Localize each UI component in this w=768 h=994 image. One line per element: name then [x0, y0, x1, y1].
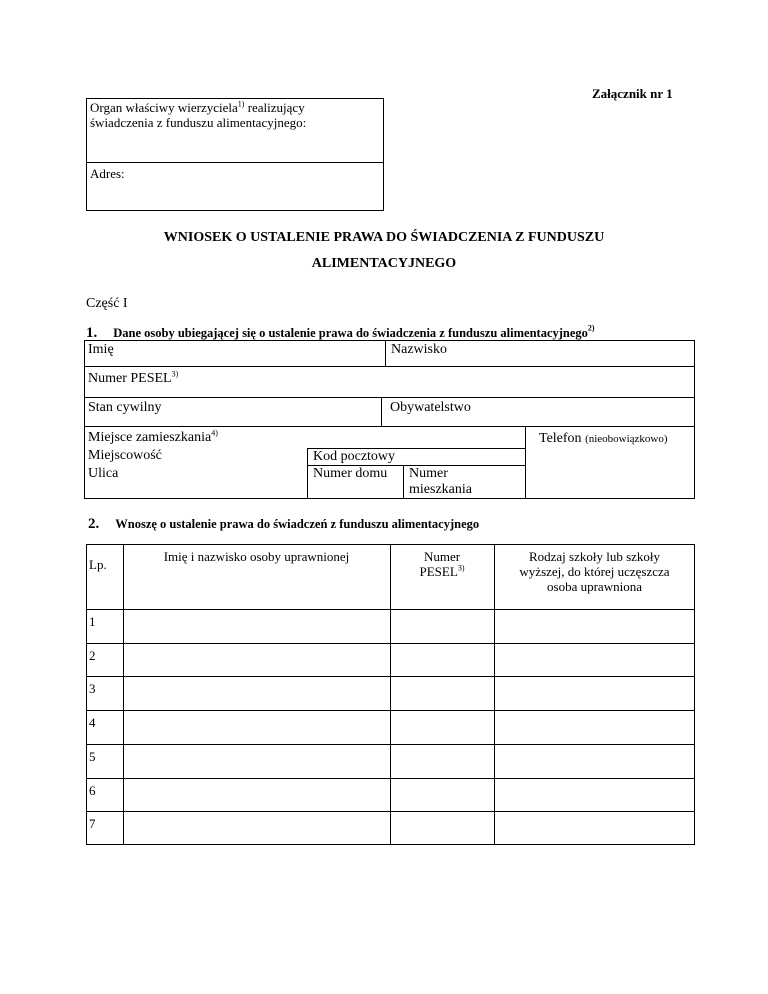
obywatelstwo-label: Obywatelstwo: [390, 400, 471, 415]
imie-label: Imię: [88, 342, 114, 357]
telefon-label: Telefon (nieobowiązkowo): [539, 431, 668, 446]
col-divider: [385, 340, 386, 367]
row-number: 1: [89, 614, 96, 629]
pesel-cell[interactable]: [391, 779, 494, 811]
pesel-cell[interactable]: [391, 745, 494, 777]
applicant-table: [84, 340, 695, 499]
miejsce-zamieszkania-label: Miejsce zamieszkania$^{4)}$: [88, 428, 218, 445]
address-label: Adres:: [90, 166, 125, 181]
annex-label: Załącznik nr 1: [592, 86, 673, 101]
col-name-header: Imię i nazwisko osoby uprawnionej: [163, 549, 350, 564]
pesel-cell[interactable]: [391, 812, 494, 844]
school-cell[interactable]: [495, 745, 694, 777]
stan-cywilny-label: Stan cywilny: [88, 400, 162, 415]
row-divider: [84, 426, 695, 427]
name-cell[interactable]: [124, 812, 390, 844]
name-cell[interactable]: [124, 610, 390, 642]
school-cell[interactable]: [495, 711, 694, 743]
row-number: 7: [89, 816, 96, 831]
school-cell[interactable]: [495, 677, 694, 709]
col-school-header: Rodzaj szkoły lub szkoły wyższej, do której uczęszcza osoba uprawniona: [519, 549, 670, 594]
row-number: 3: [89, 681, 96, 696]
part-label: Część I: [86, 296, 128, 311]
name-cell[interactable]: [124, 677, 390, 709]
school-cell[interactable]: [495, 812, 694, 844]
miejscowosc-label: Miejscowość: [88, 448, 162, 463]
row-number: 4: [89, 715, 96, 730]
kod-pocztowy-label: Kod pocztowy: [313, 449, 396, 464]
name-cell[interactable]: [124, 779, 390, 811]
pesel-cell[interactable]: [391, 677, 494, 709]
pesel-cell[interactable]: [391, 644, 494, 676]
name-cell[interactable]: [124, 644, 390, 676]
section2-heading: 2. Wnoszę o ustalenie prawa do świadczeń z funduszu alimentacyjnego: [88, 516, 480, 532]
school-cell[interactable]: [495, 644, 694, 676]
col-divider: [381, 397, 382, 427]
name-cell[interactable]: [124, 745, 390, 777]
pesel-cell[interactable]: [391, 610, 494, 642]
numer-domu-label: Numer domu: [313, 466, 388, 481]
col-lp-header: Lp.: [89, 557, 107, 572]
address-field[interactable]: [90, 182, 380, 208]
numer-mieszkania-label: Numer mieszkania: [409, 466, 472, 497]
school-cell[interactable]: [495, 779, 694, 811]
school-cell[interactable]: [495, 610, 694, 642]
nazwisko-label: Nazwisko: [391, 342, 447, 357]
organ-box-divider: [86, 162, 384, 163]
col-divider: [307, 448, 308, 499]
pesel-label: Numer PESEL$^{3)}$: [88, 369, 179, 386]
col-divider: [525, 426, 526, 499]
form-title-line2: ALIMENTACYJNEGO: [311, 256, 457, 271]
name-cell[interactable]: [124, 711, 390, 743]
row-number: 6: [89, 783, 96, 798]
row-divider: [84, 397, 695, 398]
col-pesel-header: Numer PESEL$^{3)}$: [419, 549, 465, 579]
ulica-label: Ulica: [88, 466, 119, 481]
organ-field[interactable]: [90, 116, 380, 160]
col-divider: [403, 465, 404, 499]
section1-heading: 1. Dane osoby ubiegającej się o ustalenie prawa do świadczenia z funduszu alimentacyjnego$^{2)}$: [86, 323, 595, 341]
pesel-cell[interactable]: [391, 711, 494, 743]
row-number: 2: [89, 648, 96, 663]
row-number: 5: [89, 749, 96, 764]
organ-label: Organ właściwy wierzyciela$^{1)}$ realizujący świadczenia z funduszu alimentacyjnego:: [90, 99, 307, 130]
form-title-line1: WNIOSEK O USTALENIE PRAWA DO ŚWIADCZENIA Z FUNDUSZU: [163, 230, 605, 245]
row-divider: [84, 366, 695, 367]
